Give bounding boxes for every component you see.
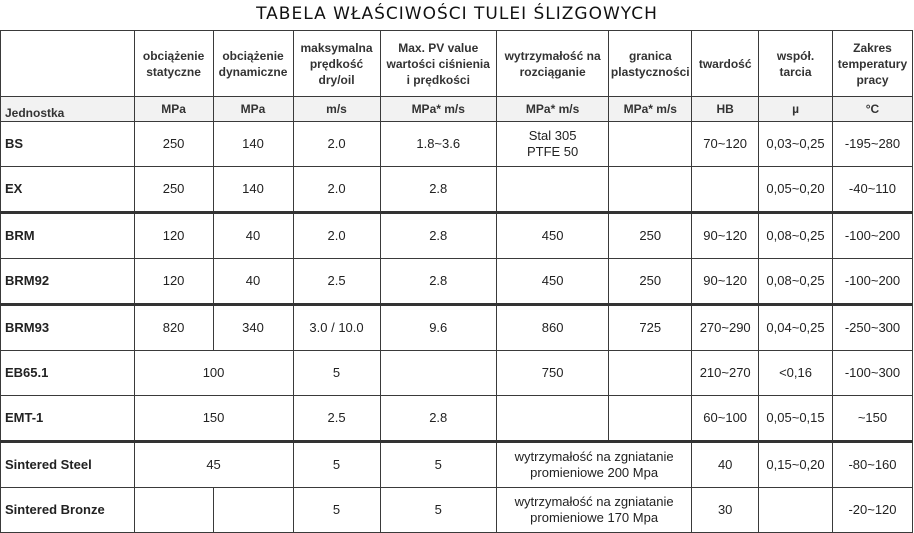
table-row-brm — [1, 213, 913, 259]
unit-cell: MPa — [213, 97, 293, 122]
page-title: TABELA WŁAŚCIWOŚCI TULEI ŚLIZGOWYCH — [256, 4, 658, 24]
properties-table — [0, 30, 913, 533]
table-cell: 100 — [134, 351, 293, 396]
table-cell: 2.8 — [380, 259, 496, 305]
table-cell: -100~200 — [832, 213, 912, 259]
header-temperature: Zakres temperatury pracy — [832, 31, 912, 97]
table-cell — [134, 488, 213, 533]
table-cell: 5 — [293, 351, 380, 396]
row-name: EMT-1 — [1, 396, 135, 442]
table-cell — [213, 488, 293, 533]
table-row-sintered-bronze — [1, 488, 913, 533]
table-cell: 0,15~0,20 — [759, 442, 833, 488]
table-cell — [759, 488, 833, 533]
table-cell: 750 — [496, 351, 608, 396]
table-cell: 2.5 — [293, 259, 380, 305]
table-cell: 40 — [692, 442, 759, 488]
table-cell: 2.8 — [380, 396, 496, 442]
table-row-sintered-steel — [1, 442, 913, 488]
unit-cell: HB — [692, 97, 759, 122]
table-cell — [609, 351, 692, 396]
table-row-brm92 — [1, 259, 913, 305]
unit-cell: MPa* m/s — [496, 97, 608, 122]
header-friction: współ. tarcia — [759, 31, 833, 97]
table-cell — [609, 122, 692, 167]
units-row — [1, 97, 913, 122]
table-cell: 3.0 / 10.0 — [293, 305, 380, 351]
header-max-pv: Max. PV value wartości ciśnienia i prędkości — [380, 31, 496, 97]
table-cell: 2.8 — [380, 167, 496, 213]
header-static-load: obciążenie statyczne — [134, 31, 213, 97]
row-name: EB65.1 — [1, 351, 135, 396]
table-cell: 725 — [609, 305, 692, 351]
row-name: BS — [1, 122, 135, 167]
row-name: BRM92 — [1, 259, 135, 305]
table-cell: 40 — [213, 259, 293, 305]
unit-cell: m/s — [293, 97, 380, 122]
table-cell: 5 — [293, 442, 380, 488]
table-cell: 9.6 — [380, 305, 496, 351]
table-row-emt1 — [1, 396, 913, 442]
table-cell: 2.0 — [293, 167, 380, 213]
table-cell: 140 — [213, 167, 293, 213]
table-cell: 450 — [496, 213, 608, 259]
table-cell: 340 — [213, 305, 293, 351]
unit-cell: µ — [759, 97, 833, 122]
table-cell: wytrzymałość na zgniatanie promieniowe 200 Mpa — [496, 442, 691, 488]
table-cell: 2.0 — [293, 213, 380, 259]
header-yield-point: granica plastyczności — [609, 31, 692, 97]
header-tensile-strength: wytrzymałość na rozciąganie — [496, 31, 608, 97]
table-cell: 820 — [134, 305, 213, 351]
header-max-speed: maksymalna prędkość dry/oil — [293, 31, 380, 97]
table-cell: -80~160 — [832, 442, 912, 488]
table-row-eb65 — [1, 351, 913, 396]
table-cell: 120 — [134, 259, 213, 305]
table-cell: ~150 — [832, 396, 912, 442]
table-cell — [609, 396, 692, 442]
table-row-ex — [1, 167, 913, 213]
table-cell: 860 — [496, 305, 608, 351]
table-cell — [380, 351, 496, 396]
table-cell: 0,04~0,25 — [759, 305, 833, 351]
table-cell: <0,16 — [759, 351, 833, 396]
units-label: Jednostka — [1, 97, 135, 122]
row-name: BRM — [1, 213, 135, 259]
table-cell: 250 — [134, 167, 213, 213]
table-cell: 210~270 — [692, 351, 759, 396]
table-cell: -40~110 — [832, 167, 912, 213]
row-name: EX — [1, 167, 135, 213]
table-cell: 45 — [134, 442, 293, 488]
table-cell: 90~120 — [692, 259, 759, 305]
table-cell: 0,08~0,25 — [759, 259, 833, 305]
corner-cell — [1, 31, 135, 97]
table-cell: 450 — [496, 259, 608, 305]
table-cell: 140 — [213, 122, 293, 167]
header-dynamic-load: obciążenie dynamiczne — [213, 31, 293, 97]
table-cell — [496, 396, 608, 442]
table-cell — [496, 167, 608, 213]
table-cell: 150 — [134, 396, 293, 442]
table-cell: 40 — [213, 213, 293, 259]
unit-cell: °C — [832, 97, 912, 122]
table-cell: 270~290 — [692, 305, 759, 351]
table-cell: 5 — [293, 488, 380, 533]
table-cell: -100~200 — [832, 259, 912, 305]
table-cell: 2.0 — [293, 122, 380, 167]
table-cell: 30 — [692, 488, 759, 533]
table-cell: -100~300 — [832, 351, 912, 396]
row-name: BRM93 — [1, 305, 135, 351]
table-cell: 0,03~0,25 — [759, 122, 833, 167]
table-cell: Stal 305 PTFE 50 — [496, 122, 608, 167]
table-cell: -20~120 — [832, 488, 912, 533]
table-cell — [692, 167, 759, 213]
header-row — [1, 31, 913, 97]
table-row-bs — [1, 122, 913, 167]
table-cell: 60~100 — [692, 396, 759, 442]
table-cell — [609, 167, 692, 213]
table-cell: wytrzymałość na zgniatanie promieniowe 170 Mpa — [496, 488, 691, 533]
unit-cell: MPa — [134, 97, 213, 122]
table-cell: 1.8~3.6 — [380, 122, 496, 167]
table-cell: 120 — [134, 213, 213, 259]
unit-cell: MPa* m/s — [380, 97, 496, 122]
table-cell: 250 — [134, 122, 213, 167]
table-cell: 0,05~0,20 — [759, 167, 833, 213]
table-cell: -250~300 — [832, 305, 912, 351]
table-cell: 70~120 — [692, 122, 759, 167]
table-cell: 250 — [609, 213, 692, 259]
table-cell: 90~120 — [692, 213, 759, 259]
table-cell: 0,08~0,25 — [759, 213, 833, 259]
unit-cell: MPa* m/s — [609, 97, 692, 122]
table-cell: 250 — [609, 259, 692, 305]
row-name: Sintered Steel — [1, 442, 135, 488]
table-row-brm93 — [1, 305, 913, 351]
table-cell: 5 — [380, 442, 496, 488]
table-cell: -195~280 — [832, 122, 912, 167]
table-cell: 0,05~0,15 — [759, 396, 833, 442]
row-name: Sintered Bronze — [1, 488, 135, 533]
table-cell: 2.8 — [380, 213, 496, 259]
header-hardness: twardość — [692, 31, 759, 97]
table-cell: 2.5 — [293, 396, 380, 442]
table-cell: 5 — [380, 488, 496, 533]
